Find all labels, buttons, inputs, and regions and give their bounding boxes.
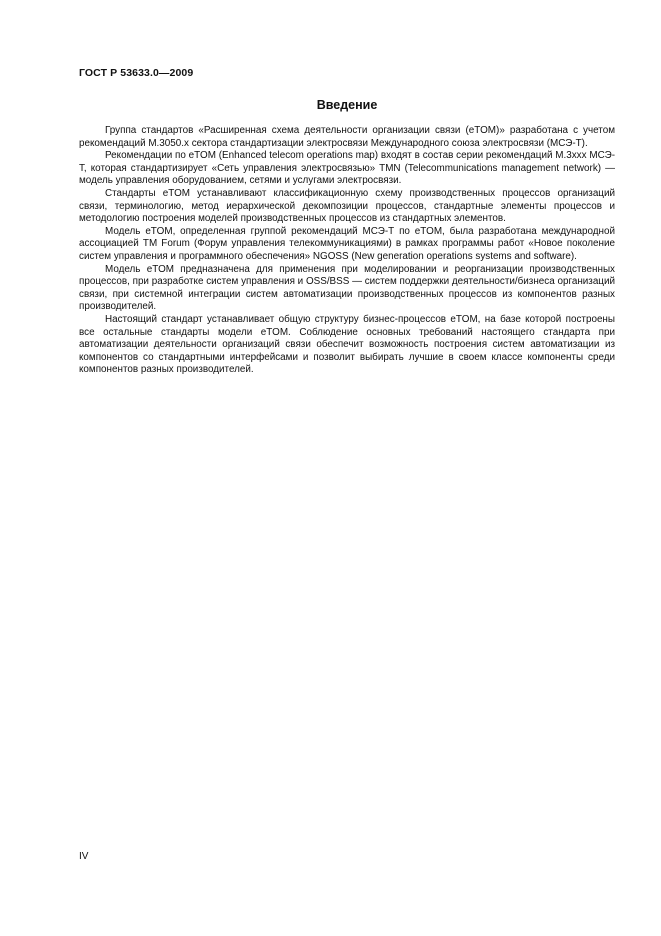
paragraph: Модель eTOM, определенная группой рекомендаций МСЭ-Т по eTOM, была разработана международной ассоциацией TM Forum (Форум управления телекоммуникациями) в рамках программы работ «Новое поколение систем управления и программного обеспечения» NGOSS (New generation operations systems and software). bbox=[79, 225, 615, 262]
body-text bbox=[79, 125, 615, 377]
paragraph: Настоящий стандарт устанавливает общую структуру бизнес-процессов eTOM, на базе которой построены все остальные стандарты модели eTOM. Соблюдение основных требований настоящего стандарта при автоматизации деятельности организаций связи обеспечит возможность построения систем автоматизации из компонентов со стандартными интерфейсами и позволит выбирать лучшие в своем классе компоненты среди компонентов разных производителей. bbox=[79, 313, 615, 376]
paragraph: Модель eTOM предназначена для применения при моделировании и реорганизации производственных процессов, при разработке систем управления и OSS/BSS — систем поддержки деятельности/бизнеса организаций связи, при системной интеграции систем автоматизации производственных процессов из компонентов разных производителей. bbox=[79, 263, 615, 313]
page-number: IV bbox=[79, 851, 89, 862]
paragraph: Рекомендации по eTOM (Enhanced telecom operations map) входят в состав серии рекомендаций M.3xxx МСЭ-Т, которая стандартизирует «Сеть управления электросвязью» TMN (Telecommunications management network) — модель управления оборудованием, сетями и услугами электросвязи. bbox=[79, 150, 615, 187]
document-header: ГОСТ Р 53633.0—2009 bbox=[79, 67, 194, 79]
paragraph: Стандарты eTOM устанавливают классификационную схему производственных процессов организаций связи, терминологию, метод иерархической декомпозиции процессов, стандартные элементы процессов и методологию построения моделей производственных процессов из стандартных элементов. bbox=[79, 187, 615, 225]
paragraph: Группа стандартов «Расширенная схема деятельности организации связи (eTOM)» разработана с учетом рекомендаций M.3050.x сектора стандартизации электросвязи Международного союза электросвязи (МСЭ-Т). bbox=[79, 125, 615, 149]
page-title: Введение bbox=[316, 98, 378, 112]
